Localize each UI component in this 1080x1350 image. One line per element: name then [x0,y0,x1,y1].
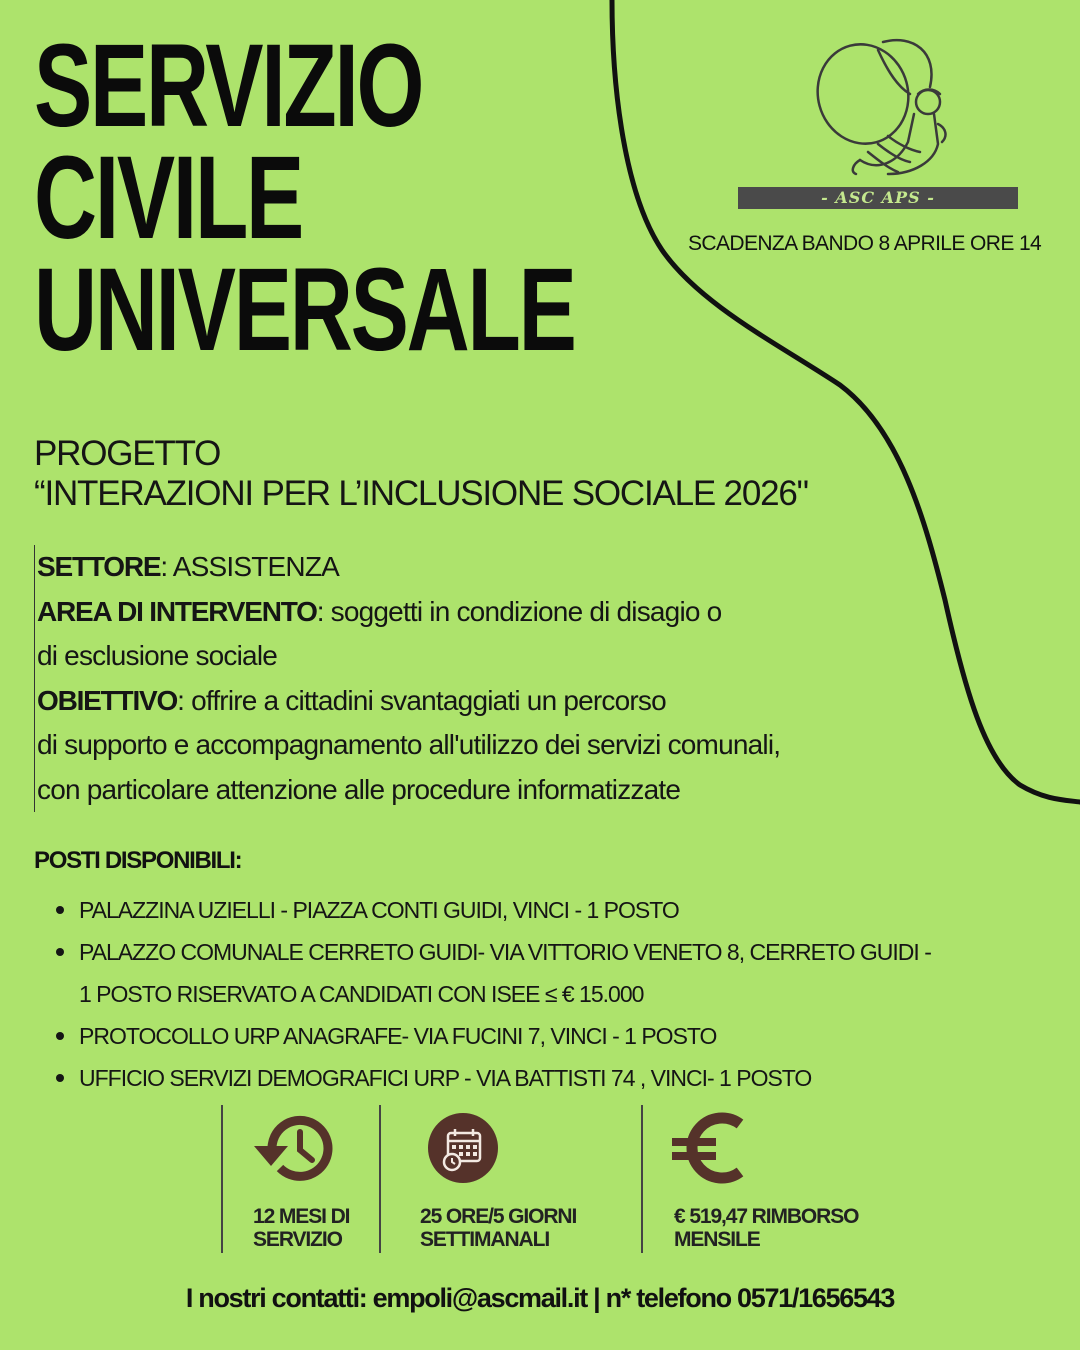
title-line-2: CIVILE [34,132,303,264]
posti-heading: POSTI DISPONIBILI: [34,847,242,874]
posti-list [56,889,1016,1099]
title-line-1: SERVIZIO [34,20,423,152]
settore-value: : ASSISTENZA [160,551,340,582]
area-row [37,590,967,635]
list-item [56,931,1016,1015]
project-title [34,434,808,514]
project-label: PROGETTO [34,434,221,473]
list-item-text: PALAZZINA UZIELLI - PIAZZA CONTI GUIDI, VINCI - 1 POSTO [79,897,679,923]
title-line-3: UNIVERSALE [34,244,575,376]
deadline-text: SCADENZA BANDO 8 APRILE ORE 14 [688,232,1042,255]
feature-reimbursement-line-2: MENSILE [674,1228,760,1251]
feature-reimbursement [674,1205,858,1251]
settore-row [37,545,967,590]
main-title [34,20,654,376]
list-item-text: PROTOCOLLO URP ANAGRAFE- VIA FUCINI 7, VINCI - 1 POSTO [79,1023,717,1049]
feature-duration [253,1205,349,1251]
feature-divider [221,1105,223,1253]
obiettivo-row [37,679,967,724]
feature-reimbursement-line-1: € 519,47 RIMBORSO [674,1205,859,1228]
logo-label: - ASC APS - [738,187,1018,209]
euro-icon [672,1110,748,1186]
area-label: AREA DI INTERVENTO [37,595,317,627]
feature-duration-line-1: 12 MESI DI [253,1205,350,1228]
feature-duration-line-2: SERVIZIO [253,1228,342,1251]
obiettivo-value: : offrire a cittadini svantaggiati un percorso [177,684,666,716]
list-item [56,1015,1016,1057]
list-item-text-continued: 1 POSTO RISERVATO A CANDIDATI CON ISEE ≤ € 15.000 [79,981,644,1007]
feature-hours-line-2: SETTIMANALI [420,1228,550,1251]
obiettivo-row-continued-2: con particolare attenzione alle procedure informatizzate [37,773,681,805]
history-clock-icon [250,1110,334,1186]
list-item-text: PALAZZO COMUNALE CERRETO GUIDI- VIA VITTORIO VENETO 8, CERRETO GUIDI - [79,939,931,965]
settore-label: SETTORE [37,551,161,582]
feature-divider [379,1105,381,1253]
project-details [34,545,967,812]
list-item [56,889,1016,931]
feature-hours [420,1205,576,1251]
feature-hours-line-1: 25 ORE/5 GIORNI [420,1205,577,1228]
list-item [56,1057,1016,1099]
calendar-clock-icon [428,1113,498,1183]
area-value: : soggetti in condizione di disagio o [316,595,722,627]
list-item-text: UFFICIO SERVIZI DEMOGRAFICI URP - VIA BATTISTI 74 , VINCI- 1 POSTO [79,1065,812,1091]
area-row-continued: di esclusione sociale [37,640,278,671]
bee-mascot-icon [738,32,1018,212]
obiettivo-label: OBIETTIVO [37,684,178,716]
feature-divider [641,1105,643,1253]
project-name: “INTERAZIONI PER L’INCLUSIONE SOCIALE 2026" [34,474,808,513]
contacts-text: I nostri contatti: empoli@ascmail.it | n* telefono 0571/1656543 [185,1283,895,1313]
obiettivo-row-continued-1: di supporto e accompagnamento all'utilizzo dei servizi comunali, [37,729,781,760]
